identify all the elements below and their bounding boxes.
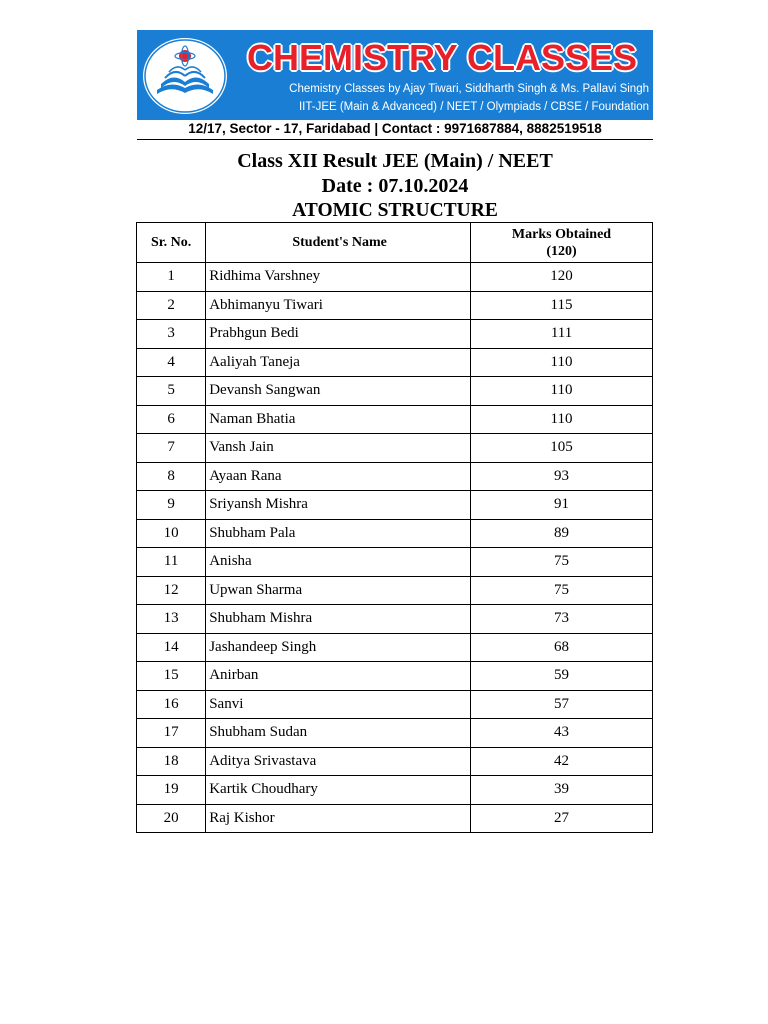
cell-student-name: Sriyansh Mishra	[206, 491, 471, 520]
table-row	[137, 804, 653, 833]
cell-marks: 120	[471, 263, 653, 292]
header-student-name: Student's Name	[206, 223, 471, 263]
table-row	[137, 320, 653, 349]
cell-sr-no: 7	[137, 434, 206, 463]
cell-student-name: Shubham Sudan	[206, 719, 471, 748]
table-row	[137, 263, 653, 292]
cell-sr-no: 3	[137, 320, 206, 349]
cell-student-name: Kartik Choudhary	[206, 776, 471, 805]
header-marks	[471, 223, 653, 263]
cell-marks: 39	[471, 776, 653, 805]
cell-sr-no: 14	[137, 633, 206, 662]
cell-sr-no: 13	[137, 605, 206, 634]
cell-student-name: Upwan Sharma	[206, 576, 471, 605]
cell-marks: 73	[471, 605, 653, 634]
cell-marks: 111	[471, 320, 653, 349]
cell-marks: 110	[471, 348, 653, 377]
table-row	[137, 690, 653, 719]
cell-sr-no: 6	[137, 405, 206, 434]
table-header-row	[137, 223, 653, 263]
cell-sr-no: 5	[137, 377, 206, 406]
cell-sr-no: 8	[137, 462, 206, 491]
table-row	[137, 348, 653, 377]
cell-sr-no: 10	[137, 519, 206, 548]
cell-marks: 27	[471, 804, 653, 833]
cell-student-name: Prabhgun Bedi	[206, 320, 471, 349]
open-book-logo-icon	[143, 38, 227, 114]
cell-student-name: Shubham Mishra	[206, 605, 471, 634]
cell-student-name: Anirban	[206, 662, 471, 691]
table-row	[137, 776, 653, 805]
cell-student-name: Sanvi	[206, 690, 471, 719]
header-banner	[137, 30, 653, 120]
banner-tagline-courses: IIT-JEE (Main & Advanced) / NEET / Olympiads / CBSE / Foundation	[298, 101, 649, 113]
table-row	[137, 662, 653, 691]
cell-sr-no: 19	[137, 776, 206, 805]
cell-student-name: Shubham Pala	[206, 519, 471, 548]
table-row	[137, 377, 653, 406]
cell-marks: 59	[471, 662, 653, 691]
cell-student-name: Raj Kishor	[206, 804, 471, 833]
cell-student-name: Aaliyah Taneja	[206, 348, 471, 377]
cell-marks: 42	[471, 747, 653, 776]
cell-student-name: Ayaan Rana	[206, 462, 471, 491]
banner-title: CHEMISTRY CLASSES	[246, 37, 638, 78]
cell-sr-no: 2	[137, 291, 206, 320]
table-row	[137, 491, 653, 520]
cell-sr-no: 17	[137, 719, 206, 748]
cell-sr-no: 16	[137, 690, 206, 719]
table-row	[137, 633, 653, 662]
cell-student-name: Anisha	[206, 548, 471, 577]
cell-sr-no: 12	[137, 576, 206, 605]
header-marks-label: Marks Obtained	[511, 226, 612, 242]
header-marks-max: (120)	[546, 243, 577, 259]
cell-marks: 115	[471, 291, 653, 320]
cell-marks: 91	[471, 491, 653, 520]
cell-sr-no: 15	[137, 662, 206, 691]
cell-student-name: Jashandeep Singh	[206, 633, 471, 662]
results-table	[136, 222, 653, 833]
cell-marks: 110	[471, 405, 653, 434]
address-contact: 12/17, Sector - 17, Faridabad | Contact : 9971687884, 8882519518	[188, 121, 602, 136]
cell-sr-no: 20	[137, 804, 206, 833]
table-row	[137, 548, 653, 577]
table-row	[137, 747, 653, 776]
cell-sr-no: 9	[137, 491, 206, 520]
table-row	[137, 405, 653, 434]
table-row	[137, 605, 653, 634]
table-row	[137, 719, 653, 748]
result-date: Date : 07.10.2024	[321, 175, 469, 197]
cell-student-name: Devansh Sangwan	[206, 377, 471, 406]
cell-sr-no: 18	[137, 747, 206, 776]
cell-marks: 89	[471, 519, 653, 548]
cell-marks: 110	[471, 377, 653, 406]
table-row	[137, 462, 653, 491]
cell-marks: 57	[471, 690, 653, 719]
header-sr-no: Sr. No.	[137, 223, 206, 263]
divider	[137, 139, 653, 140]
cell-marks: 93	[471, 462, 653, 491]
cell-marks: 105	[471, 434, 653, 463]
cell-marks: 75	[471, 548, 653, 577]
topic-title: ATOMIC STRUCTURE	[292, 200, 498, 221]
cell-student-name: Ridhima Varshney	[206, 263, 471, 292]
cell-marks: 75	[471, 576, 653, 605]
cell-marks: 68	[471, 633, 653, 662]
cell-sr-no: 11	[137, 548, 206, 577]
banner-tagline-faculty: Chemistry Classes by Ajay Tiwari, Siddharth Singh & Ms. Pallavi Singh	[289, 83, 649, 95]
cell-sr-no: 1	[137, 263, 206, 292]
result-title: Class XII Result JEE (Main) / NEET	[237, 150, 553, 172]
table-row	[137, 434, 653, 463]
cell-student-name: Vansh Jain	[206, 434, 471, 463]
cell-sr-no: 4	[137, 348, 206, 377]
table-row	[137, 576, 653, 605]
cell-marks: 43	[471, 719, 653, 748]
cell-student-name: Abhimanyu Tiwari	[206, 291, 471, 320]
table-row	[137, 291, 653, 320]
cell-student-name: Aditya Srivastava	[206, 747, 471, 776]
cell-student-name: Naman Bhatia	[206, 405, 471, 434]
table-row	[137, 519, 653, 548]
